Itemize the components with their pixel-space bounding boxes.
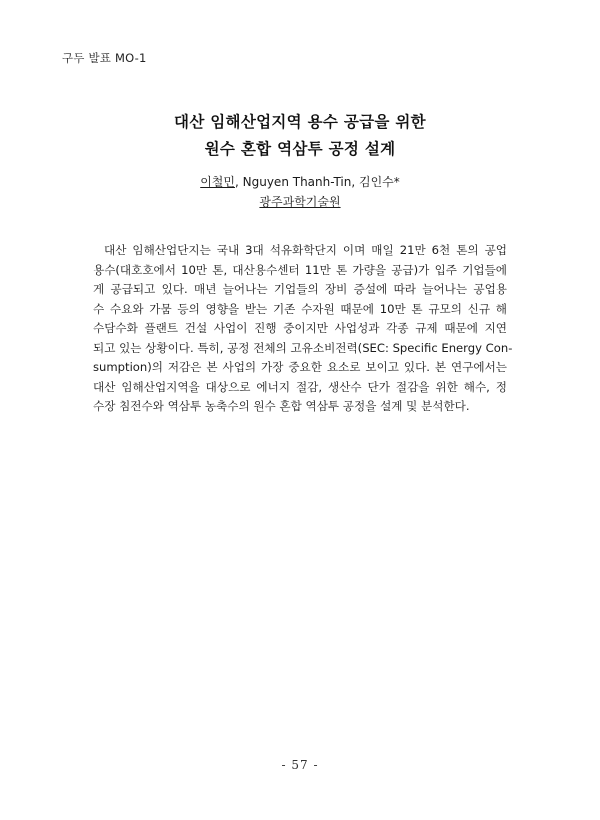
abstract-line: 수담수화 플랜트 건설 사업이 진행 중이지만 사업성과 각종 규제 때문에 지연 xyxy=(93,321,507,335)
title-line-2: 원수 혼합 역삼투 공정 설계 xyxy=(204,140,396,158)
abstract-line: sumption)의 저감은 본 사업의 가장 중요한 요소로 보이고 있다. 본 연구에서는 xyxy=(93,360,507,374)
paper-title xyxy=(0,109,600,163)
abstract-body xyxy=(93,241,513,417)
affiliation xyxy=(0,192,600,212)
abstract-line: 되고 있는 상황이다. 특히, 공정 전체의 고유소비전력(SEC: Specific Energy Con- xyxy=(93,340,513,355)
title-line-1: 대산 임해산업지역 용수 공급을 위한 xyxy=(174,113,426,131)
abstract-line: 대산 임해산업지역을 대상으로 에너지 절감, 생산수 단가 절감을 위한 해수, 정 xyxy=(93,379,507,394)
affiliation-name: 광주과학기술원 xyxy=(259,195,341,209)
co-authors: , Nguyen Thanh-Tin, 김인수* xyxy=(235,175,400,189)
abstract-line: 게 공급되고 있다. 매년 늘어나는 기업들의 장비 증설에 따라 늘어나는 공업용 xyxy=(93,282,507,296)
presentation-tag: 구두 발표 MO-1 xyxy=(62,51,147,65)
author-list xyxy=(0,172,600,192)
presenting-author: 이철민 xyxy=(200,175,235,189)
page-number: - 57 - xyxy=(281,758,319,772)
abstract-line: 수 수요와 가뭄 등의 영향을 받는 기존 수자원 때문에 10만 톤 규모의 신규 해 xyxy=(93,301,507,316)
abstract-line: 용수(대호호에서 10만 톤, 대산용수센터 11만 톤 가량을 공급)가 입주 기업들에 xyxy=(93,262,507,277)
abstract-line: 수장 침전수와 역삼투 농축수의 원수 혼합 역삼투 공정을 설계 및 분석한다. xyxy=(93,399,470,413)
abstract-line: 대산 임해산업단지는 국내 3대 석유화학단지 이며 매일 21만 6천 톤의 공업 xyxy=(104,243,507,257)
